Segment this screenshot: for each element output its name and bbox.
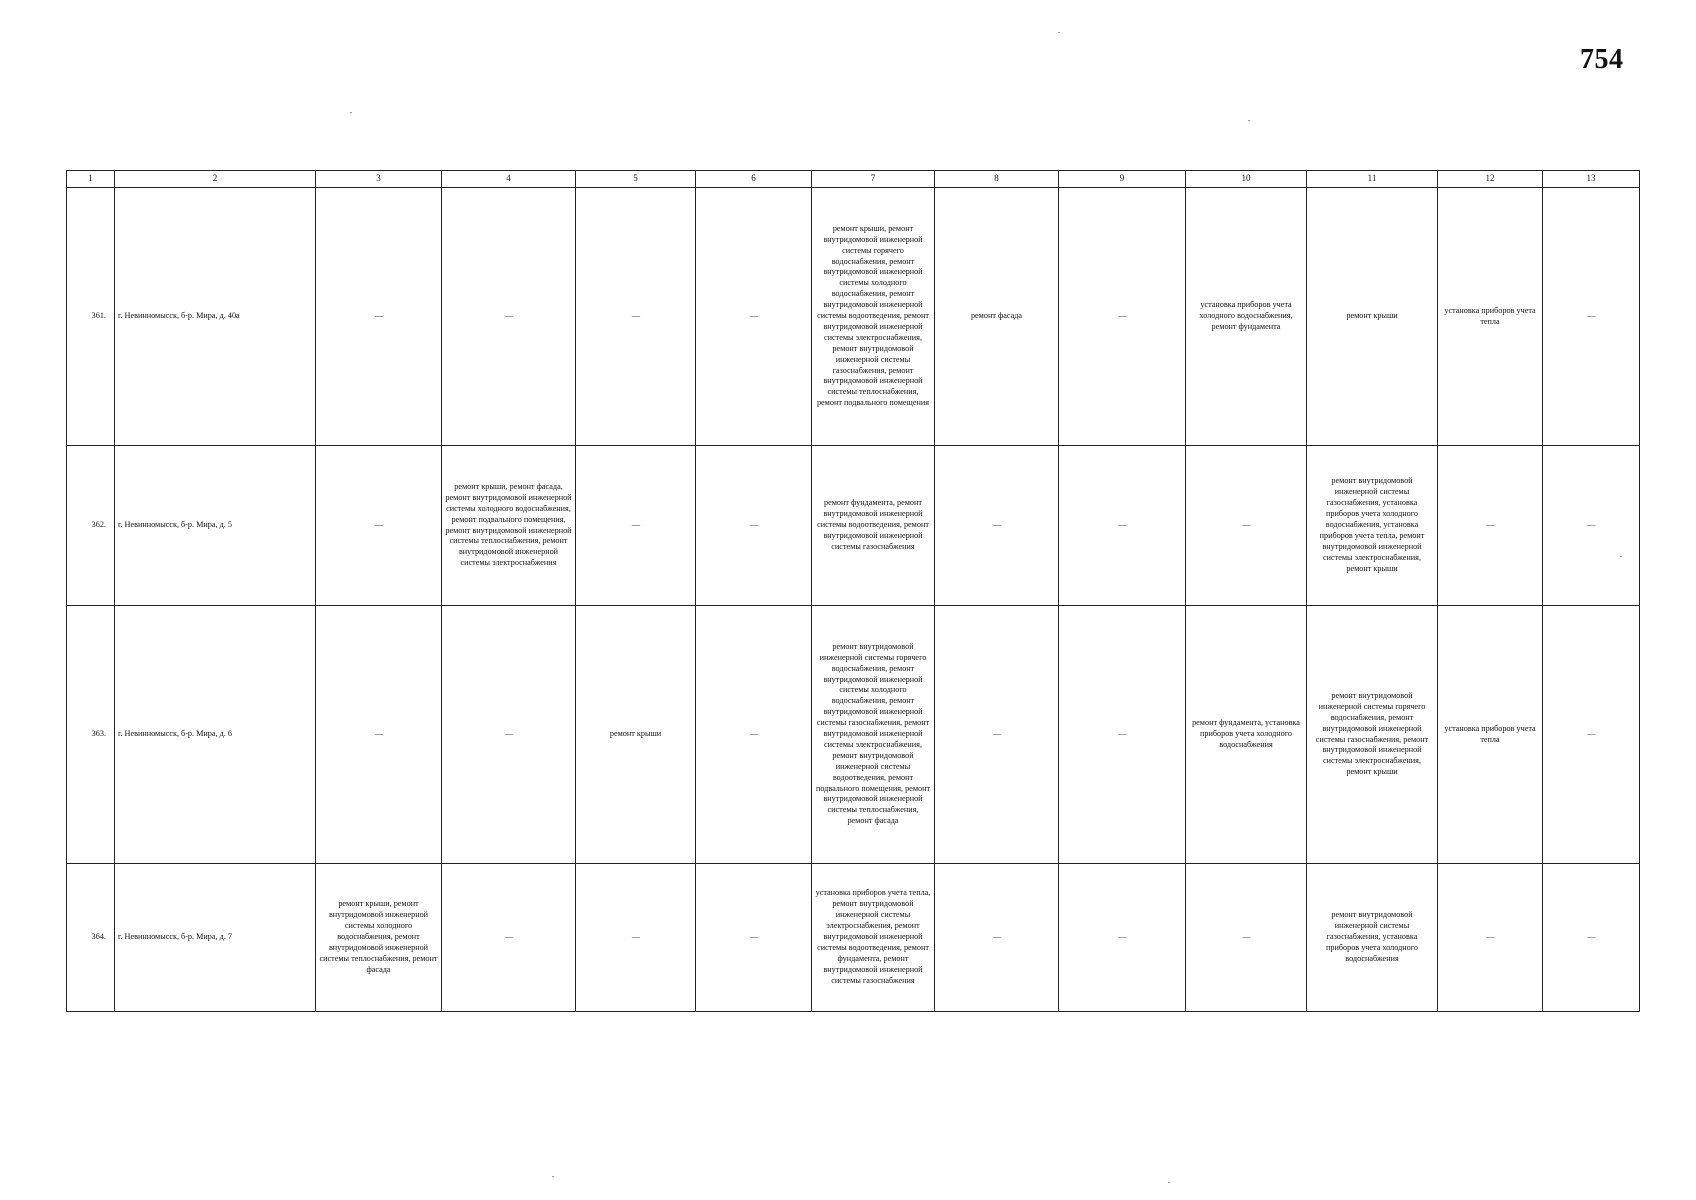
col-5-works-cell: — [576, 864, 696, 1012]
col-3-works-cell: — [316, 446, 442, 606]
row-number-cell: 363. [67, 606, 115, 864]
page-number: 754 [1580, 44, 1624, 75]
column-number: 5 [576, 171, 696, 188]
col-10-works-cell: — [1186, 864, 1307, 1012]
column-number-header-row [67, 171, 1640, 188]
col-12-works-cell: — [1438, 864, 1543, 1012]
col-9-works-cell: — [1059, 606, 1186, 864]
column-number: 13 [1543, 171, 1640, 188]
row-number-cell: 364. [67, 864, 115, 1012]
scan-speck [1248, 120, 1250, 121]
col-5-works-cell: — [576, 446, 696, 606]
column-number: 4 [442, 171, 576, 188]
col-9-works-cell: — [1059, 188, 1186, 446]
column-number: 6 [696, 171, 812, 188]
col-13-works-cell: — [1543, 606, 1640, 864]
column-number: 2 [115, 171, 316, 188]
col-7-works-cell: ремонт фундамента, ремонт внутридомовой инженерной системы водоотведения, ремонт внутридомовой инженерной системы газоснабжения [812, 446, 935, 606]
col-4-works-cell: — [442, 188, 576, 446]
col-13-works-cell: — [1543, 446, 1640, 606]
col-10-works-cell: установка приборов учета холодного водоснабжения, ремонт фундамента [1186, 188, 1307, 446]
col-10-works-cell: — [1186, 446, 1307, 606]
work-schedule-table [66, 170, 1640, 1012]
scan-speck [1168, 1182, 1170, 1183]
col-4-works-cell: ремонт крыши, ремонт фасада, ремонт внутридомовой инженерной системы холодного водоснабжения, ремонт подвального помещения, ремонт внутридомовой инженерной системы теплоснабжения, ремонт внутридомовой инженерной системы электроснабжения [442, 446, 576, 606]
col-13-works-cell: — [1543, 188, 1640, 446]
col-11-works-cell: ремонт внутридомовой инженерной системы газоснабжения, установка приборов учета холодного водоснабжения [1307, 864, 1438, 1012]
col-12-works-cell: — [1438, 446, 1543, 606]
col-3-works-cell: — [316, 606, 442, 864]
col-11-works-cell: ремонт крыши [1307, 188, 1438, 446]
address-cell: г. Невинномысск, б-р. Мира, д. 6 [115, 606, 316, 864]
col-8-works-cell: — [935, 606, 1059, 864]
col-3-works-cell: ремонт крыши, ремонт внутридомовой инженерной системы холодного водоснабжения, ремонт внутридомовой инженерной системы теплоснабжения, ремонт фасада [316, 864, 442, 1012]
col-10-works-cell: ремонт фундамента, установка приборов учета холодного водоснабжения [1186, 606, 1307, 864]
column-number: 3 [316, 171, 442, 188]
col-9-works-cell: — [1059, 864, 1186, 1012]
table-row [67, 188, 1640, 446]
column-number: 10 [1186, 171, 1307, 188]
col-4-works-cell: — [442, 606, 576, 864]
scan-speck [350, 112, 352, 113]
col-7-works-cell: установка приборов учета тепла, ремонт внутридомовой инженерной системы электроснабжения, ремонт внутридомовой инженерной системы водоотведения, ремонт фундамента, ремонт внутридомовой инженерной системы газоснабжения [812, 864, 935, 1012]
col-13-works-cell: — [1543, 864, 1640, 1012]
address-cell: г. Невинномысск, б-р. Мира, д. 7 [115, 864, 316, 1012]
col-9-works-cell: — [1059, 446, 1186, 606]
table-row [67, 606, 1640, 864]
scan-speck [552, 1176, 554, 1177]
row-number-cell: 361. [67, 188, 115, 446]
col-8-works-cell: — [935, 864, 1059, 1012]
col-12-works-cell: установка приборов учета тепла [1438, 188, 1543, 446]
table-row [67, 446, 1640, 606]
column-number: 8 [935, 171, 1059, 188]
col-6-works-cell: — [696, 864, 812, 1012]
col-6-works-cell: — [696, 188, 812, 446]
col-12-works-cell: установка приборов учета тепла [1438, 606, 1543, 864]
address-cell: г. Невинномысск, б-р. Мира, д. 40а [115, 188, 316, 446]
column-number: 9 [1059, 171, 1186, 188]
col-6-works-cell: — [696, 606, 812, 864]
column-number: 12 [1438, 171, 1543, 188]
col-6-works-cell: — [696, 446, 812, 606]
col-7-works-cell: ремонт крыши, ремонт внутридомовой инженерной системы горячего водоснабжения, ремонт внутридомовой инженерной системы холодного водоснабжения, ремонт внутридомовой инженерной системы водоотведения, ремонт внутридомовой инженерной системы электроснабжения, ремонт внутридомовой инженерной системы газоснабжения, ремонт внутридомовой инженерной системы теплоснабжения, ремонт подвального помещения [812, 188, 935, 446]
col-3-works-cell: — [316, 188, 442, 446]
column-number: 7 [812, 171, 935, 188]
col-11-works-cell: ремонт внутридомовой инженерной системы горячего водоснабжения, ремонт внутридомовой инженерной системы газоснабжения, ремонт внутридомовой инженерной системы электроснабжения, ремонт крыши [1307, 606, 1438, 864]
address-cell: г. Невинномысск, б-р. Мира, д. 5 [115, 446, 316, 606]
scan-speck [1620, 556, 1622, 557]
col-7-works-cell: ремонт внутридомовой инженерной системы горячего водоснабжения, ремонт внутридомовой инженерной системы холодного водоснабжения, ремонт внутридомовой инженерной системы газоснабжения, ремонт внутридомовой инженерной системы электроснабжения, ремонт внутридомовой инженерной системы водоотведения, ремонт подвального помещения, ремонт внутридомовой инженерной системы теплоснабжения, ремонт фасада [812, 606, 935, 864]
col-11-works-cell: ремонт внутридомовой инженерной системы газоснабжения, установка приборов учета холодного водоснабжения, установка приборов учета тепла, ремонт внутридомовой инженерной системы электроснабжения, ремонт крыши [1307, 446, 1438, 606]
col-8-works-cell: ремонт фасада [935, 188, 1059, 446]
column-number: 11 [1307, 171, 1438, 188]
scan-speck [1058, 32, 1060, 33]
col-8-works-cell: — [935, 446, 1059, 606]
col-5-works-cell: ремонт крыши [576, 606, 696, 864]
table-row [67, 864, 1640, 1012]
col-5-works-cell: — [576, 188, 696, 446]
column-number: 1 [67, 171, 115, 188]
col-4-works-cell: — [442, 864, 576, 1012]
row-number-cell: 362. [67, 446, 115, 606]
